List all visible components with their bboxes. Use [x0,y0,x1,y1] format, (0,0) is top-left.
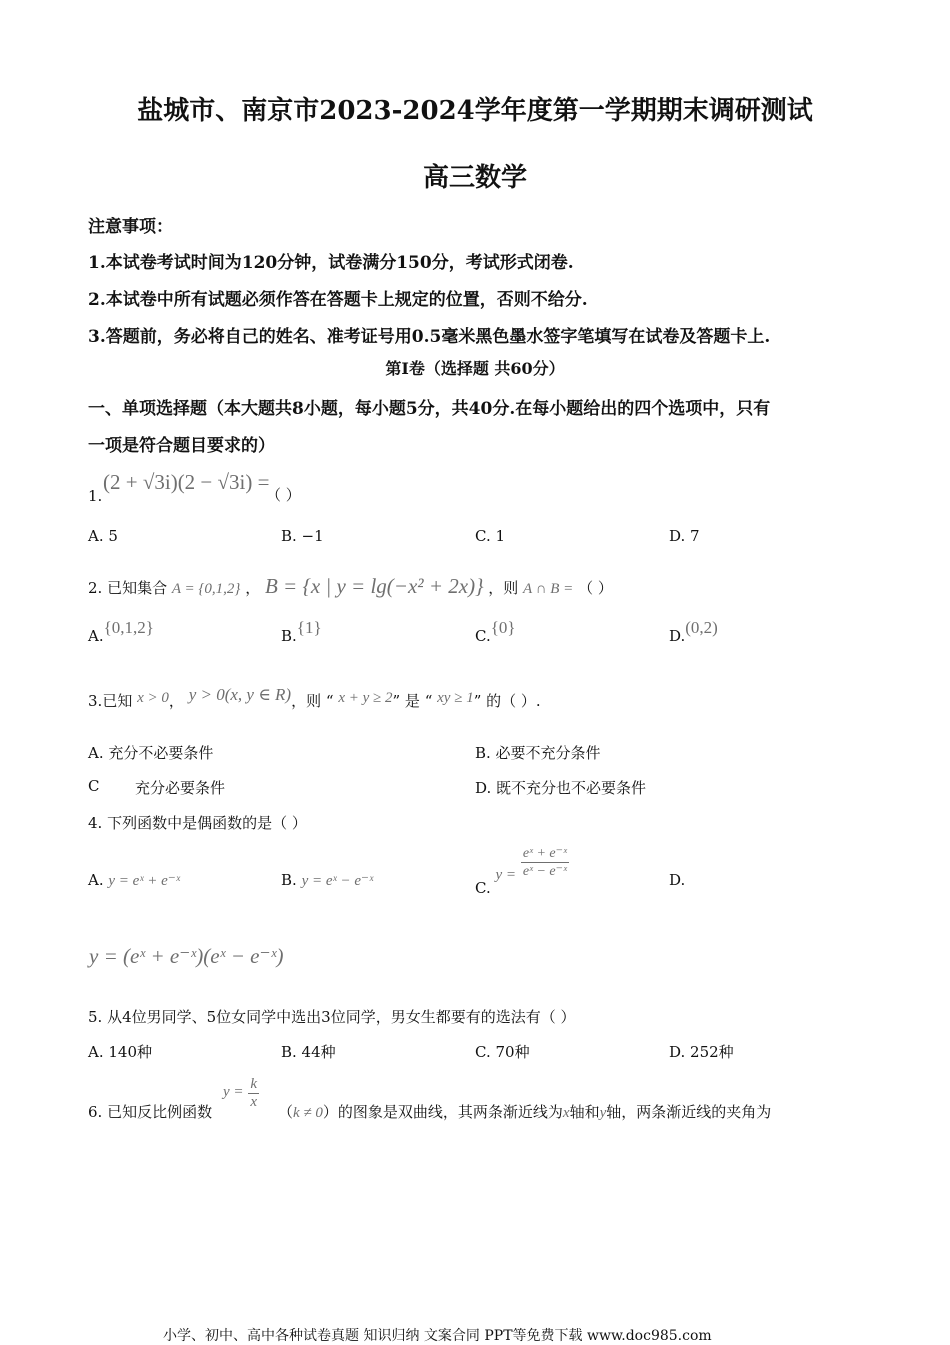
section-heading-line2: 一项是符合题目要求的） [88,436,275,456]
q2-set-b: B = {x | y = lg(−x² + 2x)} [264,574,484,598]
section-heading-line1: 一、单项选择题（本大题共8小题，每小题5分，共40分.在每小题给出的四个选项中，只有 [88,399,771,419]
q4-option-c-fraction [521,845,569,880]
q6-text-start [88,1101,212,1122]
q6-number: 6. [88,1103,103,1121]
q3-stmt-1: x + y ≥ 2 [338,690,393,706]
q2-option-c-math: {0} [490,618,516,637]
q4-option-b-label: B. [281,871,297,889]
q1-number: 1. [88,487,103,505]
q3-number: 3. [88,692,103,710]
q4-option-d-math: y = (eˣ + e⁻ˣ)(eˣ − e⁻ˣ) [89,944,284,968]
q3-tail: ” 的（ ）. [473,692,541,710]
q3-option-d: D. 既不充分也不必要条件 [475,779,647,797]
q3-option-c-text: 充分必要条件 [135,779,226,797]
q3-is: ” 是 “ [392,692,433,710]
q6-mid: ）的图象是双曲线，其两条渐近线为 [322,1103,563,1121]
q2-answer-paren: （ ） [578,579,613,597]
q1-option-c: C. 1 [475,527,506,545]
q4-option-b-math: y = eˣ − e⁻ˣ [301,873,374,889]
q4-option-b [281,871,373,890]
q4-stem: 下列函数中是偶函数的是（ ） [107,814,307,832]
q4-option-c-label: C. [475,878,491,897]
exam-title: 盐城市、南京市2023-2024学年度第一学期期末调研测试 [137,96,813,126]
q6-open-paren: （ [278,1103,294,1121]
q2-option-d [669,618,718,646]
q4-option-a [88,871,180,890]
q6-tail: 轴，两条渐近线的夹角为 [606,1103,772,1121]
q3-option-c-label: C [88,777,100,795]
q3-option-b: B. 必要不充分条件 [475,744,601,762]
q3-cond-x: x > 0 [137,690,169,706]
notes-heading: 注意事项： [88,217,173,237]
q6-function-fraction [248,1076,259,1111]
q6-x-axis: x [562,1105,570,1121]
q4-option-c-lhs: y = [495,866,517,883]
q2-then: ，则 [488,579,519,597]
q2-option-a-label: A. [88,627,104,645]
note-item-2: 2.本试卷中所有试题必须作答在答题卡上规定的位置，否则不给分. [88,290,588,310]
note-item-1: 1.本试卷考试时间为120分钟，试卷满分150分，考试形式闭卷. [88,253,574,273]
q2-lead: 已知集合 [107,579,168,597]
q6-y-axis: y [599,1105,607,1121]
q2-option-b [281,618,322,646]
q1-option-d: D. 7 [669,527,700,545]
q2-option-a-math: {0,1,2} [103,618,154,637]
q6-lead: 已知反比例函数 [107,1103,213,1121]
q4-option-c-numerator: eˣ + e⁻ˣ [522,846,567,861]
q5-number: 5. [88,1008,103,1026]
q5-stem: 从4位男同学、5位女同学中选出3位同学，男女生都要有的选法有（ ） [107,1008,576,1026]
q6-text-rest [278,1101,771,1122]
q4-option-a-label: A. [88,871,104,889]
q3-lead: 已知 [102,692,133,710]
note-item-3: 3.答题前，务必将自己的姓名、准考证号用0.5毫米黑色墨水签字笔填写在试卷及答题卡上. [88,327,771,347]
q2-option-d-math: (0,2) [685,618,718,637]
q3-sep: ， [168,692,184,710]
q2-number: 2. [88,579,103,597]
q2-option-b-math: {1} [296,618,322,637]
q3-cond-y: y > 0(x, y ∈ R) [188,685,292,704]
q2-option-c [475,618,516,646]
q4-text [88,812,307,833]
q1-option-b: B. −1 [281,527,324,545]
q1-expression: (2 + √3i)(2 − √3i) = [103,470,270,494]
q2-option-c-label: C. [475,627,491,645]
q6-and: 轴和 [569,1103,600,1121]
footer-text: 小学、初中、高中各种试卷真题 知识归纳 文案合同 PPT等免费下载 www.doc985.com [163,1328,712,1344]
q4-option-a-math: y = eˣ + e⁻ˣ [108,873,180,889]
q4-option-c-denominator: eˣ − e⁻ˣ [522,864,567,879]
q6-condition: k ≠ 0 [293,1105,323,1121]
q4-number: 4. [88,814,103,832]
q5-option-c: C. 70种 [475,1043,530,1061]
q4-option-d-label: D. [669,871,686,889]
part1-title: 第Ⅰ卷（选择题 共60分） [385,359,565,378]
q2-text [88,574,613,599]
q6-denominator: x [250,1094,257,1110]
q5-option-a: A. 140种 [88,1043,152,1061]
q6-numerator: k [250,1076,257,1092]
q5-text [88,1006,576,1027]
q3-option-a: A. 充分不必要条件 [88,744,214,762]
q2-option-d-label: D. [669,627,686,645]
q2-option-b-label: B. [281,627,297,645]
q2-set-a: A = {0,1,2} [171,581,241,597]
q6-function [223,1076,259,1111]
q5-option-d: D. 252种 [669,1043,734,1061]
q3-text [88,685,541,711]
q1-option-a: A. 5 [88,527,118,545]
q3-then: ，则 “ [291,692,334,710]
q1-answer-paren: （ ） [266,486,301,504]
q2-intersection: A ∩ B = [523,581,574,597]
subject-title: 高三数学 [422,163,527,193]
q5-option-b: B. 44种 [281,1043,336,1061]
q2-sep: ， [245,579,261,597]
q4-option-c [475,845,569,897]
q2-option-a [88,618,154,646]
q3-stmt-2: xy ≥ 1 [437,690,474,706]
q6-function-lhs: y = [223,1083,244,1100]
